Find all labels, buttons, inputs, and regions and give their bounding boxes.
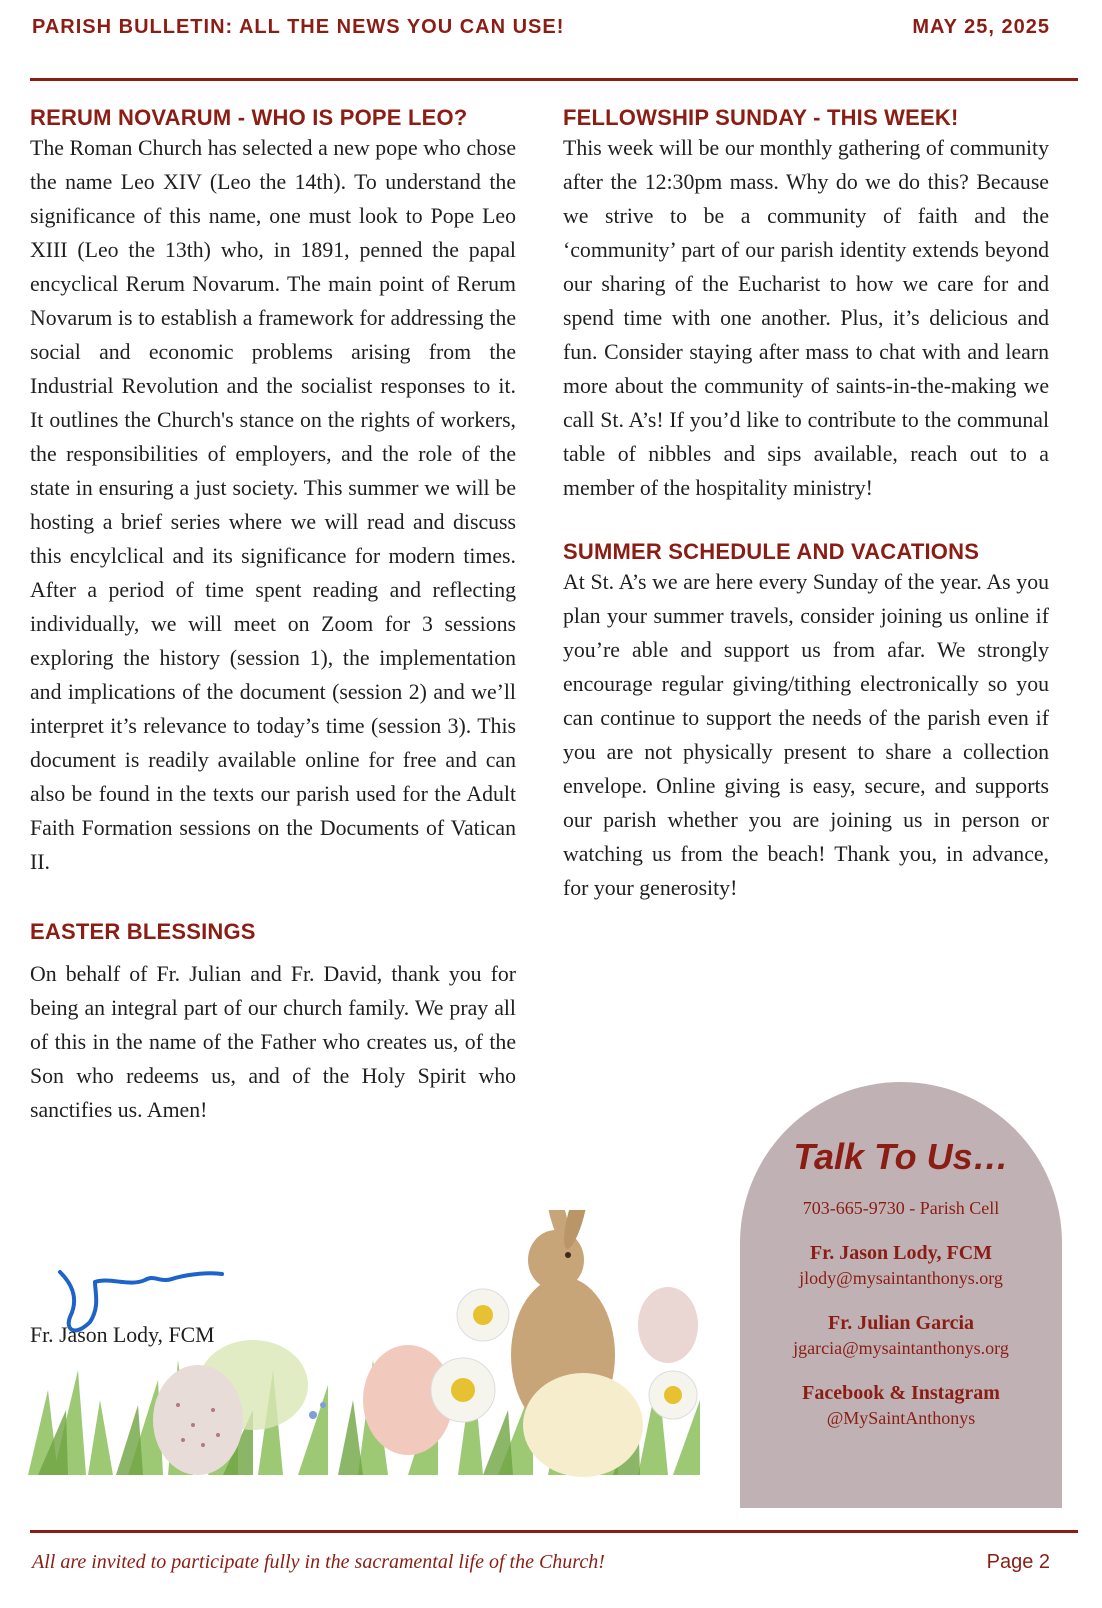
summer-body: At St. A’s we are here every Sunday of the year. As you plan your summer travels, consider joining us online if you’re able and support us from afar. We strongly encourage regular giving/tithing electronically so you can continue to support the needs of the parish even if you are not physically present to share a collection envelope. Online giving is easy, secure, and supports our parish whether you are joining us in person or watching us from the beach! Thank you, in advance, for your generosity! <box>563 570 1049 900</box>
bulletin-title: PARISH BULLETIN: ALL THE NEWS YOU CAN USE! <box>32 16 565 38</box>
easter-heading: EASTER BLESSINGS <box>30 919 256 944</box>
footer-tagline: All are invited to participate fully in the sacramental life of the Church! <box>32 1551 605 1573</box>
contact-social-handle[interactable]: @MySaintAnthonys <box>826 1408 976 1428</box>
contact-email-jason[interactable]: jlody@mysaintanthonys.org <box>799 1268 1003 1288</box>
rerum-heading: RERUM NOVARUM - WHO IS POPE LEO? <box>30 105 468 130</box>
bulletin-date: MAY 25, 2025 <box>912 16 1050 38</box>
contact-card <box>740 1082 1062 1508</box>
rerum-body: The Roman Church has selected a new pope who chose the name Leo XIV (Leo the 14th). To understand the significance of this name, one must look to Pope Leo XIII (Leo the 13th) who, in 1891, penned the papal encyclical Rerum Novarum. The main point of Rerum Novarum is to establish a framework for addressing the social and economic problems arising from the Industrial Revolution and the socialist responses to it. It outlines the Church's stance on the rights of workers, the responsibilities of employers, and the role of the state in ensuring a just society. This summer we will be hosting a brief series where we will read and discuss this encylclical and its significance for modern times. After a period of time spent reading and reflecting individually, we will meet on Zoom for 3 sessions exploring the history (session 1), the implementation and implications of the document (session 2) and we’ll interpret it’s relevance to today’s time (session 3). This document is readily available online for free and can also be found in the texts our parish used for the Adult Faith Formation sessions on the Documents of Vatican II. <box>30 136 516 874</box>
contact-title: Talk To Us… <box>793 1136 1009 1177</box>
footer-divider <box>30 1530 1078 1533</box>
contact-name-jason: Fr. Jason Lody, FCM <box>809 1242 993 1264</box>
contact-social-label: Facebook & Instagram <box>802 1382 1000 1404</box>
fellowship-body: This week will be our monthly gathering of community after the 12:30pm mass. Why do we do this? Because we strive to be a community of faith and the ‘community’ part of our parish identity extends beyond our sharing of the Eucharist to how we care for and spend time with one another. Plus, it’s delicious and fun. Consider staying after mass to chat with and learn more about the community of saints-in-the-making we call St. A’s! If you’d like to contribute to the communal table of nibbles and sips available, reach out to a member of the hospitality ministry! <box>563 136 1049 500</box>
contact-email-julian[interactable]: jgarcia@mysaintanthonys.org <box>793 1338 1009 1358</box>
left-column <box>30 105 516 1127</box>
easter-body: On behalf of Fr. Julian and Fr. David, thank you for being an integral part of our church family. We pray all of this in the name of the Father who creates us, of the Son who redeems us, and of the Holy Spirit who sanctifies us. Amen! <box>30 962 516 1122</box>
right-column <box>563 105 1049 905</box>
page-number: Page 2 <box>986 1551 1050 1573</box>
contact-phone[interactable]: 703-665-9730 - Parish Cell <box>802 1198 1000 1218</box>
contact-name-julian: Fr. Julian Garcia <box>827 1312 975 1334</box>
signature-name: Fr. Jason Lody, FCM <box>30 1323 215 1347</box>
summer-heading: SUMMER SCHEDULE AND VACATIONS <box>563 539 980 564</box>
fellowship-heading: FELLOWSHIP SUNDAY - THIS WEEK! <box>563 105 959 130</box>
header-divider <box>30 78 1078 81</box>
